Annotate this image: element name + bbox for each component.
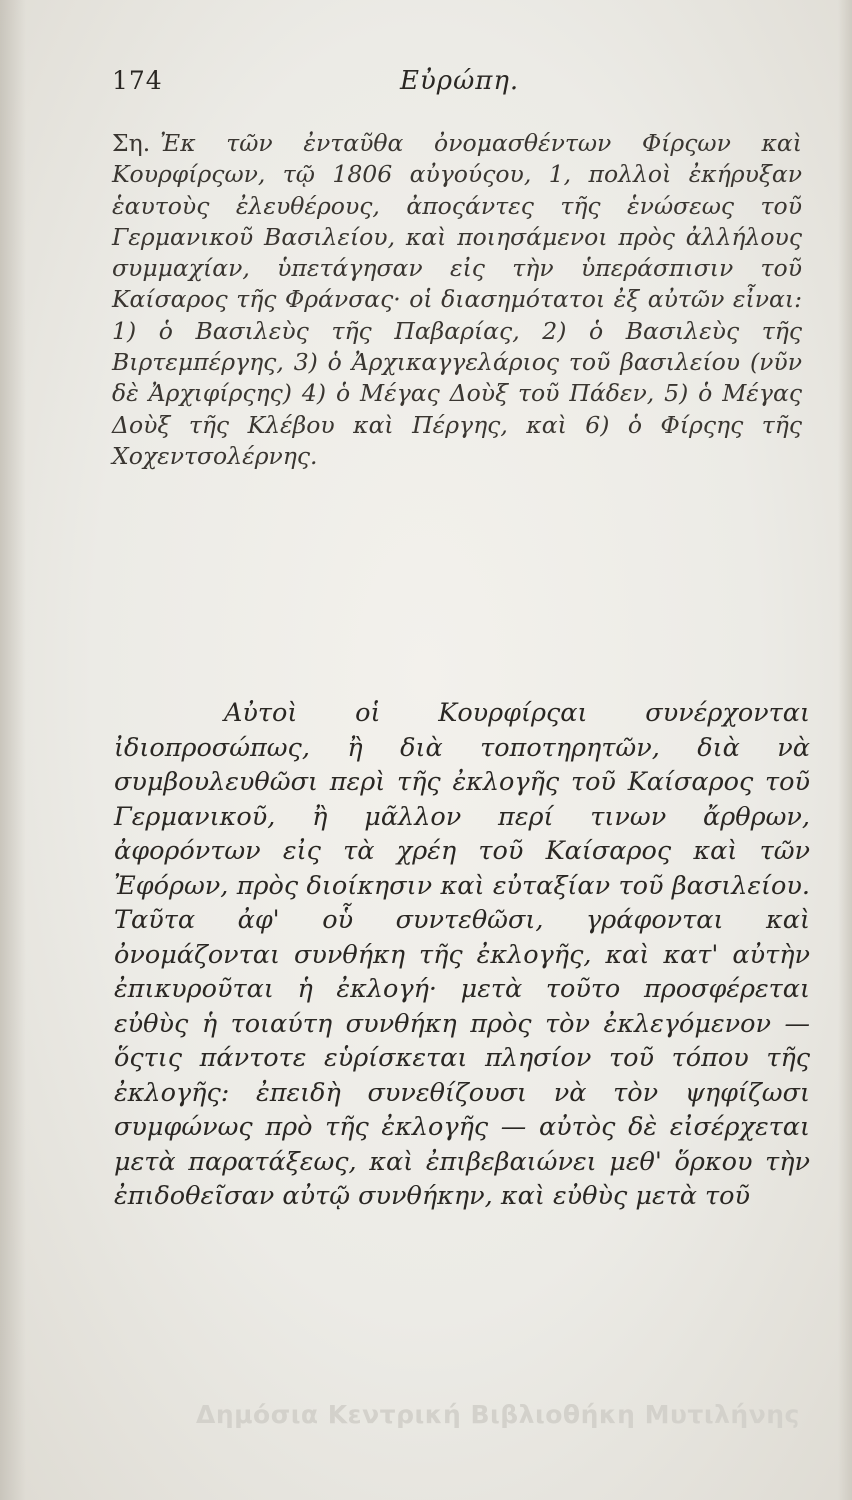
page-number: 174	[112, 66, 163, 95]
running-head	[112, 66, 752, 102]
header-title: Εὐρώπη.	[400, 66, 520, 96]
footnote-label: Ση.	[112, 129, 151, 157]
page-edge-shadow	[838, 0, 852, 1500]
body-paragraph: Αὐτοὶ οἱ Κουρφίρςαι συνέρχονται ἰδιοπροσώπως, ἢ διὰ τοποτηρητῶν, διὰ νὰ συμβουλευθῶσι περὶ τῆς ἐκλογῆς τοῦ Καίσαρος τοῦ Γερμανικοῦ, ἢ μᾶλλον περί τινων ἄρθρων, ἀφορόντων εἰς τὰ χρέη τοῦ Καίσαρος καὶ τῶν Ἐφόρων, πρὸς διοίκησιν καὶ εὐταξίαν τοῦ βασιλείου. Ταῦτα ἀφ' οὗ συντεθῶσι, γράφονται καὶ ὀνομάζονται συνθήκη τῆς ἐκλογῆς, καὶ κατ' αὐτὴν ἐπικυροῦται ἡ ἐκλογή· μετὰ τοῦτο προσφέρεται εὐθὺς ἡ τοιαύτη συνθήκη πρὸς τὸν ἐκλεγόμενον — ὅςτις πάντοτε εὑρίσκεται πλησίον τοῦ τόπου τῆς ἐκλογῆς: ἐπειδὴ συνεθίζουσι νὰ τὸν ψηφίζωσι συμφώνως πρὸ τῆς ἐκλογῆς — αὐτὸς δὲ εἰσέρχεται μετὰ παρατάξεως, καὶ ἐπιβεβαιώνει μεθ' ὅρκου τὴν ἐπιδοθεῖσαν αὐτῷ συνθήκην, καὶ εὐθὺς μετὰ τοῦ	[114, 698, 810, 1211]
footnote	[112, 128, 802, 472]
page-gutter-shadow	[0, 0, 26, 1500]
library-watermark: Δημόσια Κεντρική Βιβλιοθήκη Μυτιλήνης	[196, 1400, 800, 1429]
footnote-text: Ἐκ τῶν ἐνταῦθα ὀνομασθέντων Φίρςων καὶ Κουρφίρςων, τῷ 1806 αὐγούςου, 1, πολλοὶ ἐκήρυξαν ἑαυτοὺς ἐλευθέρους, ἀποςάντες τῆς ἑνώσεως τοῦ Γερμανικοῦ Βασιλείου, καὶ ποιησάμενοι πρὸς ἀλλήλους συμμαχίαν, ὑπετάγησαν εἰς τὴν ὑπεράσπισιν τοῦ Καίσαρος τῆς Φράνσας· οἱ διασημότατοι ἐξ αὐτῶν εἶναι: 1) ὁ Βασιλεὺς τῆς Παβαρίας, 2) ὁ Βασιλεὺς τῆς Βιρτεμπέργης, 3) ὁ Ἀρχικαγγελάριος τοῦ βασιλείου (νῦν δὲ Ἀρχιφίρςης) 4) ὁ Μέγας Δοὺξ τοῦ Πάδεν, 5) ὁ Μέγας Δοὺξ τῆς Κλέβου καὶ Πέργης, καὶ 6) ὁ Φίρςης τῆς Χοχεντσολέρνης.	[112, 129, 802, 470]
